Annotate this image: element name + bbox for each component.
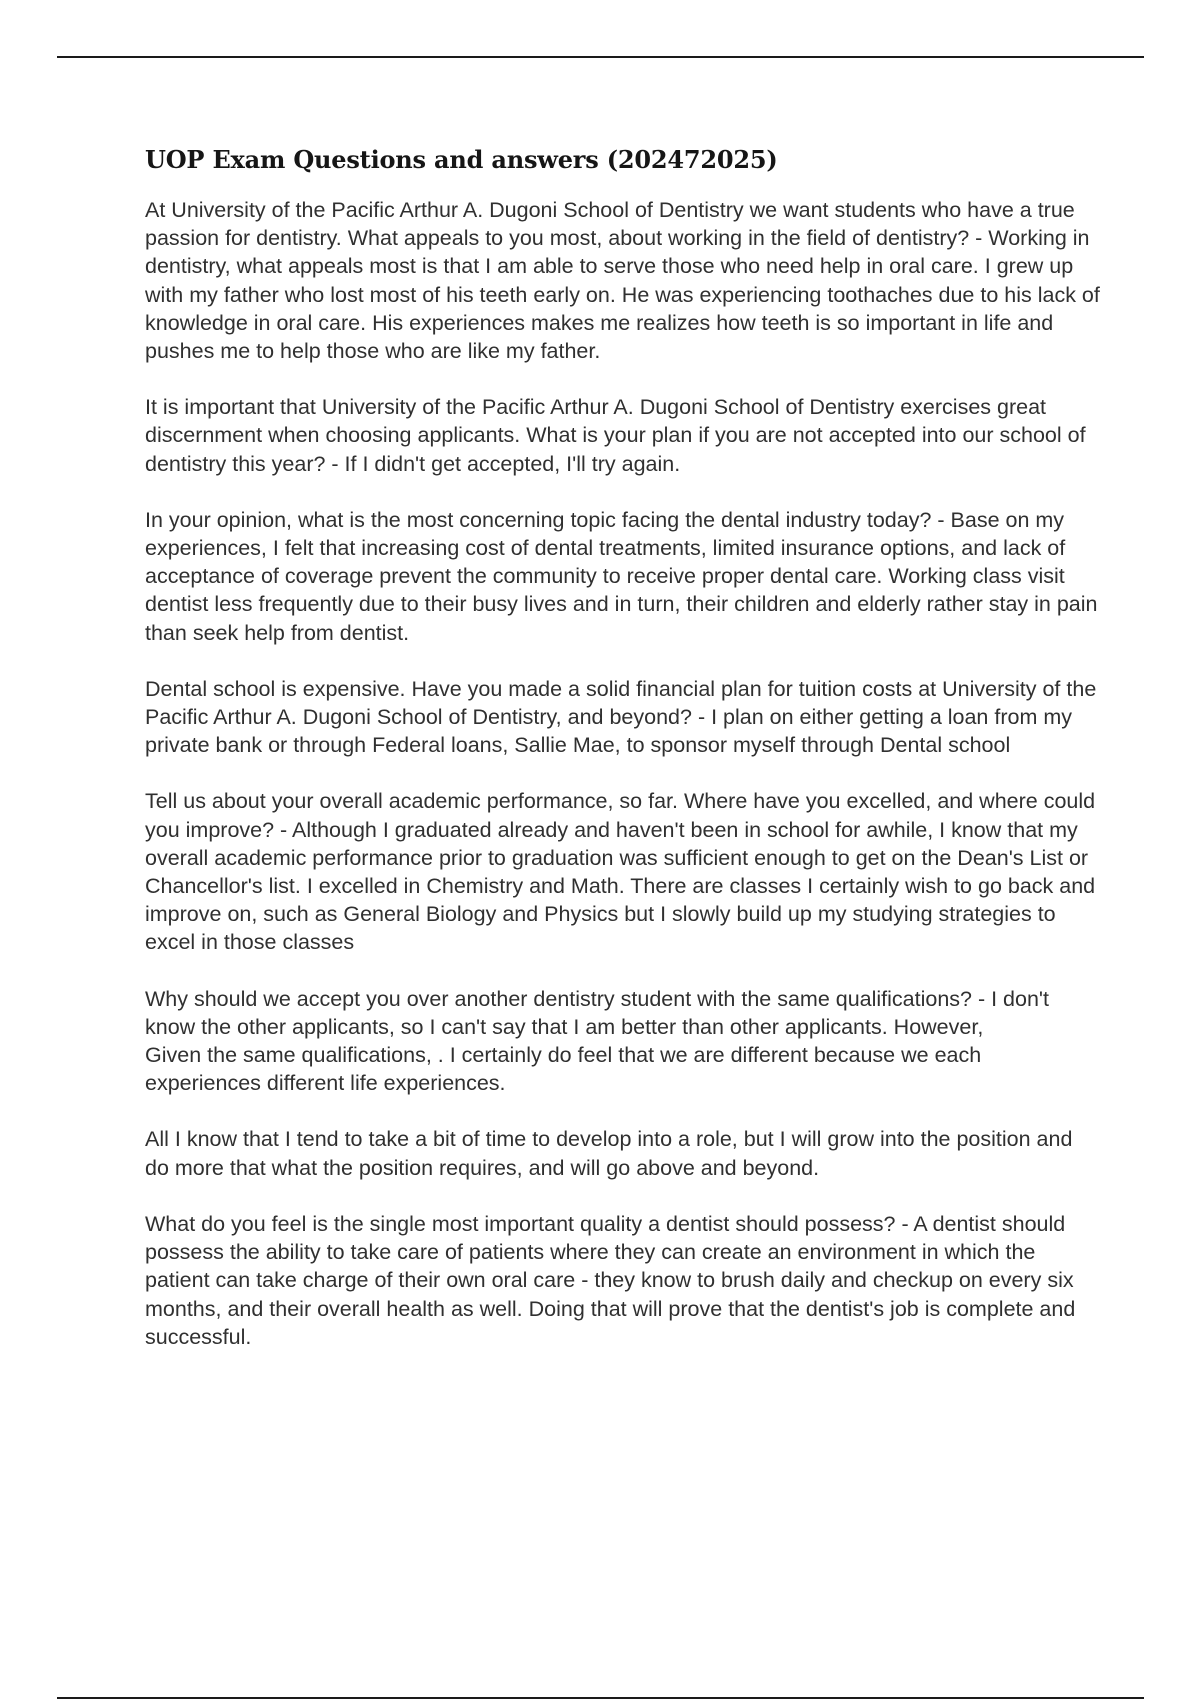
qa-paragraph-6: Why should we accept you over another dentistry student with the same qualifications? - I don't know the other applicants, so I can't say that I am better than other applicants. However, Given the same qualifications, . I certainly do feel that we are different because we each experiences different life experiences. — [145, 986, 1050, 1096]
qa-paragraph-7: All I know that I tend to take a bit of time to develop into a role, but I will grow into the position and do more that what the position requires, and will go above and beyond. — [145, 1127, 1073, 1180]
qa-paragraph-8: What do you feel is the single most important quality a dentist should possess? - A dentist should possess the ability to take care of patients where they can create an environment in which the patient can take charge of their own oral care - they know to brush daily and checkup on every six months, and their overall health as well. Doing that will prove that the dentist's job is complete and successful. — [145, 1211, 1076, 1349]
document-body — [145, 144, 1100, 1379]
qa-paragraph-5: Tell us about your overall academic performance, so far. Where have you excelled, and where could you improve? - Although I graduated already and haven't been in school for awhile, I know that my overall academic performance prior to graduation was sufficient enough to get on the Dean's List or Chancellor's list. I excelled in Chemistry and Math. There are classes I certainly wish to go back and improve on, such as General Biology and Physics but I slowly build up my studying strategies to excel in those classes — [145, 789, 1096, 955]
qa-paragraph-2: It is important that University of the Pacific Arthur A. Dugoni School of Dentistry exercises great discernment when choosing applicants. What is your plan if you are not accepted into our school of dentistry this year? - If I didn't get accepted, I'll try again. — [145, 395, 1086, 476]
qa-paragraph-4: Dental school is expensive. Have you made a solid financial plan for tuition costs at University of the Pacific Arthur A. Dugoni School of Dentistry, and beyond? - I plan on either getting a loan from my private bank or through Federal loans, Sallie Mae, to sponsor myself through Dental school — [145, 676, 1097, 758]
header-rule — [57, 56, 1144, 58]
footer-rule — [57, 1697, 1144, 1699]
qa-paragraph-1: At University of the Pacific Arthur A. Dugoni School of Dentistry we want students who have a true passion for dentistry. What appeals to you most, about working in the field of dentistry? - Working in dentistry, what appeals most is that I am able to serve those who need help in oral care. I grew up with my father who lost most of his teeth early on. He was experiencing toothaches due to his lack of knowledge in oral care. His experiences makes me realizes how teeth is so important in life and pushes me to help those who are like my father. — [145, 198, 1100, 364]
qa-paragraph-3: In your opinion, what is the most concerning topic facing the dental industry today? - Base on my experiences, I felt that increasing cost of dental treatments, limited insurance options, and lack of acceptance of coverage prevent the community to receive proper dental care. Working class visit dentist less frequently due to their busy lives and in turn, their children and elderly rather stay in pain than seek help from dentist. — [145, 507, 1098, 645]
document-title: UOP Exam Questions and answers (202472025) — [145, 145, 778, 174]
